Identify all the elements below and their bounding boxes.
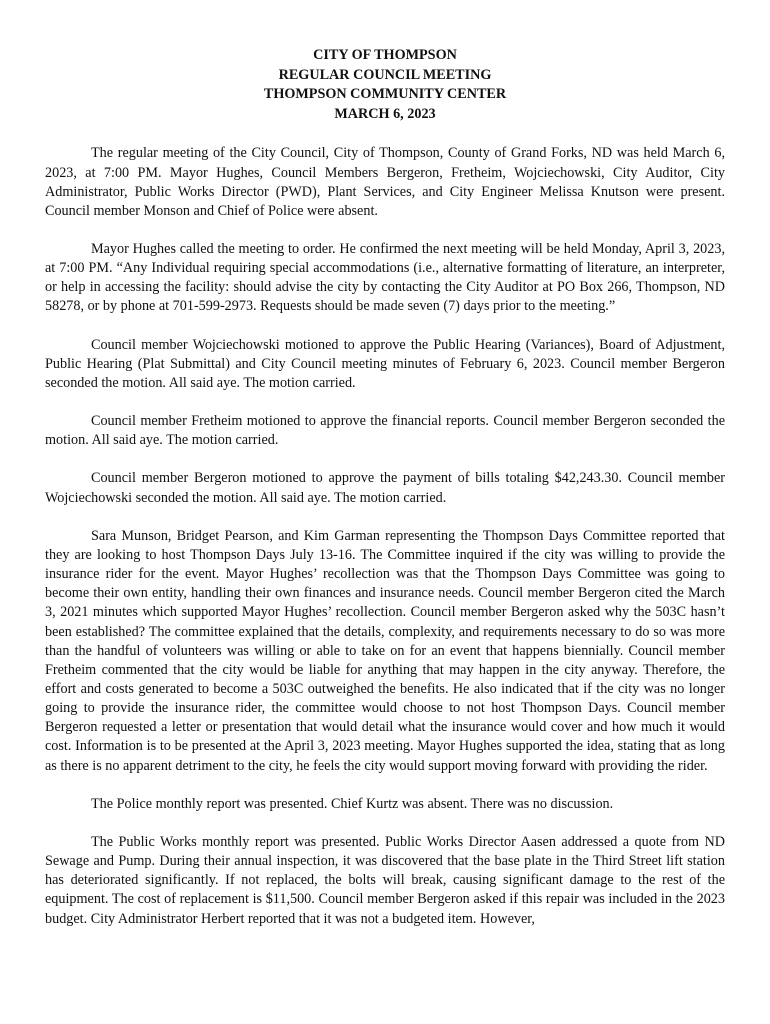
paragraph-public-works-report: The Public Works monthly report was presented. Public Works Director Aasen addressed a quote from ND Sewage and Pump. During their annual inspection, it was discovered that the base plate in the Third Street lift station has deteriorated significantly. If not replaced, the bolts will break, causing significant damage to the rest of the equipment. The cost of replacement is $11,500. Council member Bergeron asked if this repair was included in the 2023 budget. City Administrator Herbert reported that it was not a budgeted item. However,: [45, 833, 725, 927]
city-name: CITY OF THOMPSON: [313, 47, 457, 63]
paragraph-financial-reports: Council member Fretheim motioned to approve the financial reports. Council member Bergeron seconded the motion. All said aye. The motion carried.: [45, 413, 725, 449]
meeting-date: MARCH 6, 2023: [334, 105, 436, 122]
document-page: [45, 46, 725, 948]
paragraph-minutes-approval: Council member Wojciechowski motioned to approve the Public Hearing (Variances), Board of Adjustment, Public Hearing (Plat Submittal) and City Council meeting minutes of February 6, 2023. Council member Bergeron seconded the motion. All said aye. The motion carried.: [45, 336, 725, 391]
document-header: [45, 46, 725, 124]
paragraph-thompson-days: Sara Munson, Bridget Pearson, and Kim Garman representing the Thompson Days Committee reported that they are looking to host Thompson Days July 13-16. The Committee inquired if the city was willing to provide the insurance rider for the event. Mayor Hughes’ recollection was that the Thompson Days Committee was going to become their own entity, handling their own finances and insurance needs. Council member Bergeron cited the March 3, 2021 minutes which supported Mayor Hughes’ recollection. Council member Bergeron asked why the 503C hasn’t been established? The committee explained that the details, complexity, and requirements necessary to do so was more than the handful of volunteers was willing or able to take on for an event that happens biennially. Council member Fretheim commented that the city would be liable for anything that may happen in the city anyway. Therefore, the effort and costs generated to become a 503C outweighed the benefits. He also indicated that if the city was no longer going to provide the insurance rider, the committee would choose to not host Thompson Days. Council member Bergeron requested a letter or presentation that would detail what the insurance would cover and how much it would cost. Information is to be presented at the April 3, 2023 meeting. Mayor Hughes supported the idea, stating that as long as there is no apparent detriment to the city, he feels the city would support moving forward with providing the rider.: [45, 527, 725, 774]
meeting-location: THOMPSON COMMUNITY CENTER: [263, 86, 507, 103]
paragraph-call-to-order: Mayor Hughes called the meeting to order. He confirmed the next meeting will be held Monday, April 3, 2023, at 7:00 PM. “Any Individual requiring special accommodations (i.e., alternative formatting of literature, an interpreter, or help in accessing the facility: should advise the city by contacting the City Auditor at PO Box 266, Thompson, ND 58278, or by phone at 701-599-2973. Requests should be made seven (7) days prior to the meeting.”: [45, 241, 725, 315]
paragraph-police-report: The Police monthly report was presented. Chief Kurtz was absent. There was no discussion.: [91, 795, 614, 812]
meeting-type: REGULAR COUNCIL MEETING: [278, 66, 492, 83]
paragraph-bills-payment: Council member Bergeron motioned to approve the payment of bills totaling $42,243.30. Council member Wojciechowski seconded the motion. All said aye. The motion carried.: [45, 470, 725, 506]
paragraph-attendance: The regular meeting of the City Council, City of Thompson, County of Grand Forks, ND was held March 6, 2023, at 7:00 PM. Mayor Hughes, Council Members Bergeron, Fretheim, Wojciechowski, City Auditor, City Administrator, Public Works Director (PWD), Plant Services, and City Engineer Melissa Knutson were present. Council member Monson and Chief of Police were absent.: [45, 145, 725, 219]
